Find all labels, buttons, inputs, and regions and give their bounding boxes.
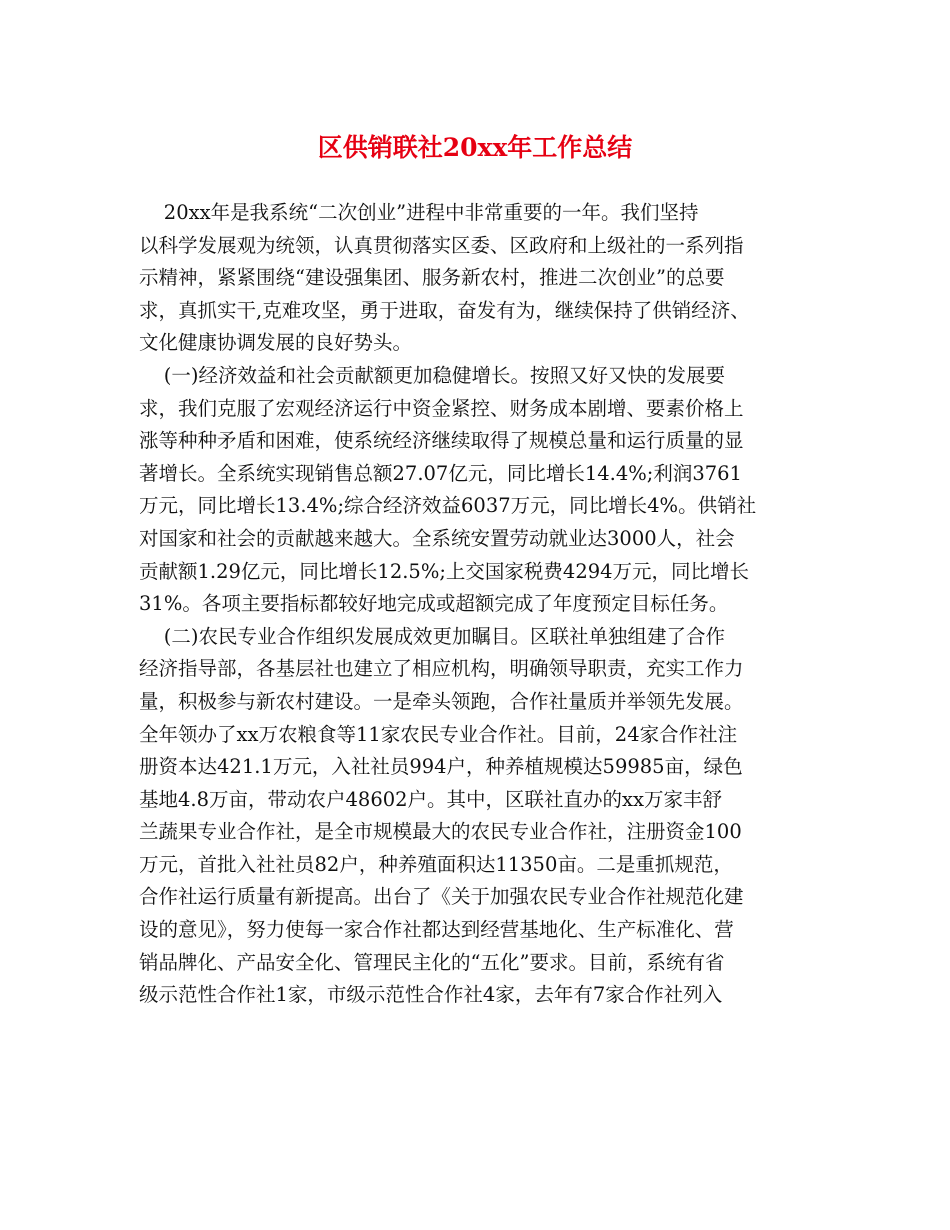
body-text-line: 经济指导部，各基层社也建立了相应机构，明确领导职责，充实工作力 — [139, 657, 744, 681]
document-title: 区供销联社20xx年工作总结 — [317, 133, 633, 162]
body-text-line: 31%。各项主要指标都较好地完成或超额完成了年度预定目标任务。 — [139, 592, 729, 616]
body-text-line: (二)农民专业合作组织发展成效更加瞩目。区联社单独组建了合作 — [139, 624, 726, 648]
body-text-line: 万元，首批入社社员82户，种养殖面积达11350亩。二是重抓规范， — [139, 852, 733, 876]
body-text-line: 设的意见》，努力使每一家合作社都达到经营基地化、生产标准化、营 — [139, 918, 734, 942]
body-text-line: 20xx年是我系统“二次创业”进程中非常重要的一年。我们坚持 — [139, 201, 699, 224]
body-text-line: 级示范性合作社1家，市级示范性合作社4家，去年有7家合作社列入 — [139, 983, 723, 1007]
body-text-line: 涨等种种矛盾和困难，使系统经济继续取得了规模总量和运行质量的显 — [139, 429, 744, 453]
body-text-line: 万元，同比增长13.4%;综合经济效益6037万元，同比增长4%。供销社 — [139, 494, 757, 518]
body-text-line: 贡献额1.29亿元，同比增长12.5%;上交国家税费4294万元，同比增长 — [139, 559, 750, 583]
body-text-line: 基地4.8万亩，带动农户48602户。其中，区联社直办的xx万家丰舒 — [139, 787, 723, 811]
body-text-line: 册资本达421.1万元，入社社员994户，种养植规模达59985亩，绿色 — [139, 755, 743, 779]
body-text-line: 求，我们克服了宏观经济运行中资金紧控、财务成本剧增、要素价格上 — [139, 396, 744, 420]
body-text-line: (一)经济效益和社会贡献额更加稳健增长。按照又好又快的发展要 — [139, 363, 726, 387]
body-text-line: 求，真抓实干,克难攻坚，勇于进取，奋发有为，继续保持了供销经济、 — [139, 298, 750, 322]
body-text-line: 全年领办了xx万农粮食等11家农民专业合作社。目前，24家合作社注 — [139, 722, 738, 746]
body-text-line: 销品牌化、产品安全化、管理民主化的“五化”要求。目前，系统有省 — [139, 950, 725, 974]
document-body — [139, 197, 829, 1012]
body-text-line: 著增长。全系统实现销售总额27.07亿元，同比增长14.4%;利润3761 — [139, 461, 742, 485]
body-text-line: 对国家和社会的贡献越来越大。全系统安置劳动就业达3000人，社会 — [139, 526, 735, 550]
body-text-line: 示精神，紧紧围绕“建设强集团、服务新农村，推进二次创业”的总要 — [139, 266, 725, 290]
body-text-line: 文化健康协调发展的良好势头。 — [139, 331, 413, 355]
body-text-line: 以科学发展观为统领，认真贯彻落实区委、区政府和上级社的一系列指 — [139, 233, 744, 257]
body-text-line: 合作社运行质量有新提高。出台了《关于加强农民专业合作社规范化建 — [139, 885, 744, 909]
body-text-line: 兰蔬果专业合作社，是全市规模最大的农民专业合作社，注册资金100 — [139, 820, 742, 844]
body-text-line: 量，积极参与新农村建设。一是牵头领跑，合作社量质并举领先发展。 — [139, 689, 744, 713]
